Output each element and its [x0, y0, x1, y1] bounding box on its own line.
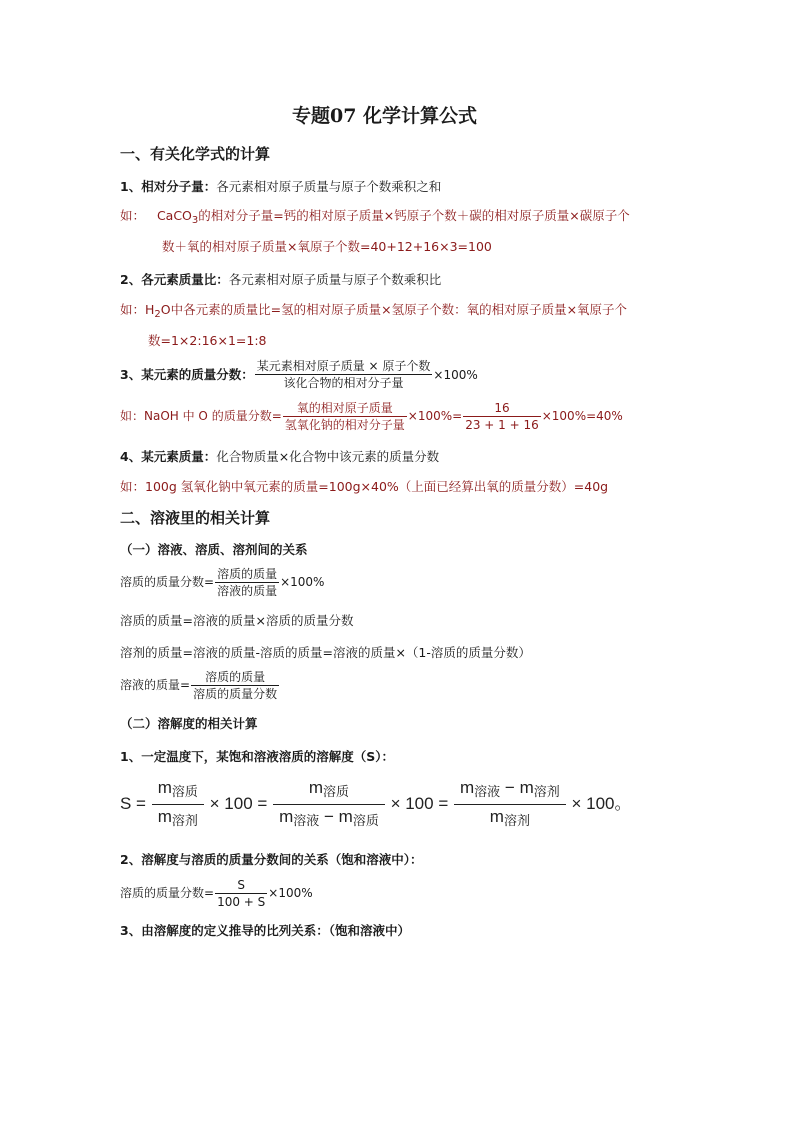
minus-sign: −	[323, 807, 334, 826]
symbol-m: m	[308, 778, 324, 797]
denominator: 23 + 1 + 16	[465, 418, 539, 432]
operator: × 100 =	[209, 793, 268, 813]
item-label: 1、相对分子量：	[120, 179, 217, 194]
symbol-m: m	[519, 778, 534, 797]
subscript-solution: 溶液	[293, 813, 320, 828]
example-line-cont: 数＋氧的相对原子质量×氧原子个数=40+12+16×3=100	[162, 239, 492, 254]
subscript-solvent: 溶剂	[171, 813, 198, 828]
fraction	[283, 400, 407, 433]
equation-lhs: S =	[120, 793, 146, 813]
item-element-mass-ratio	[120, 269, 441, 290]
example-prefix: 如：NaOH 中 O 的质量分数=	[120, 409, 282, 423]
symbol-m: m	[279, 807, 294, 826]
subscript: 3	[191, 215, 199, 226]
suffix: ×100%	[433, 368, 478, 382]
formula-solution-mass	[120, 669, 280, 702]
formula-suffix: ×100%	[268, 886, 313, 900]
example-line	[120, 400, 623, 433]
item-solubility-relation: 2、溶解度与溶质的质量分数间的关系（饱和溶液中）：	[120, 852, 423, 867]
fraction	[152, 776, 204, 833]
subscript-solute: 溶质	[171, 784, 198, 799]
denominator: 溶质的质量分数	[193, 687, 278, 701]
formula-mass-fraction-solubility	[120, 877, 313, 910]
item-solubility: 1、一定温度下，某饱和溶液溶质的溶解度（S）：	[120, 749, 394, 764]
numerator	[152, 776, 204, 805]
section-heading-1: 一、有关化学式的计算	[120, 145, 271, 163]
denominator	[152, 805, 204, 833]
item-text: 各元素相对原子质量与原子个数乘积之和	[216, 179, 442, 194]
solubility-equation	[120, 776, 632, 833]
example-line	[120, 206, 630, 231]
numerator: S	[215, 877, 267, 894]
symbol-m: m	[157, 778, 172, 797]
formula-prefix: 溶质的质量分数=	[120, 575, 215, 589]
item-element-mass	[120, 446, 439, 467]
formula-caco3: CaCO	[156, 208, 192, 223]
numerator	[454, 776, 566, 805]
fraction	[463, 400, 541, 433]
subscript-solution: 溶液	[474, 784, 501, 799]
operator: × 100。	[571, 793, 632, 813]
subscript-solvent: 溶剂	[503, 813, 530, 828]
fraction	[273, 776, 385, 833]
symbol-m: m	[157, 807, 172, 826]
formula-solute-mass: 溶质的质量=溶液的质量×溶质的质量分数	[120, 613, 354, 628]
subscript-solute: 溶质	[352, 813, 379, 828]
symbol-m: m	[489, 807, 504, 826]
example-line: 如：100g 氢氧化钠中氧元素的质量=100g×40%（上面已经算出氧的质量分数）=40g	[120, 479, 609, 494]
example-text: 的相对分子量=钙的相对原子质量×钙原子个数＋碳的相对原子质量×碳原子个	[198, 208, 630, 223]
example-line	[120, 300, 627, 325]
numerator: 氧的相对原子质量	[283, 400, 407, 417]
denominator: 100 + S	[217, 895, 266, 909]
example-line-cont: 数=1×2:16×1=1:8	[148, 333, 267, 348]
denominator	[454, 805, 566, 833]
subscript-solvent: 溶剂	[533, 784, 560, 799]
denominator: 氢氧化钠的相对分子量	[284, 418, 405, 432]
result: ×100%=40%	[541, 409, 623, 423]
formula-prefix: 溶液的质量=	[120, 678, 191, 692]
fraction	[191, 669, 279, 702]
minus-sign: −	[504, 778, 515, 797]
numerator: 溶质的质量	[217, 567, 278, 581]
symbol-m: m	[338, 807, 353, 826]
item-label: 2、各元素质量比：	[120, 272, 229, 287]
numerator	[273, 776, 385, 805]
fraction	[255, 358, 433, 391]
fraction	[215, 877, 267, 910]
subsection-heading-1: （一）溶液、溶质、溶剂间的关系	[120, 542, 308, 557]
item-label: 4、某元素质量：	[120, 449, 217, 464]
example-text: O中各元素的质量比=氢的相对原子质量×氢原子个数：氧的相对原子质量×氧原子个	[160, 302, 628, 317]
operator: ×100%=	[407, 409, 463, 423]
item-text: 化合物质量×化合物中该元素的质量分数	[216, 449, 440, 464]
example-prefix: 如：	[120, 208, 146, 223]
denominator: 溶液的质量	[217, 584, 278, 598]
item-mass-fraction	[120, 358, 478, 391]
item-proportion: 3、由溶解度的定义推导的比列关系：（饱和溶液中）	[120, 923, 410, 938]
numerator: 某元素相对原子质量 × 原子个数	[256, 359, 431, 373]
formula-suffix: ×100%	[280, 575, 325, 589]
section-heading-2: 二、溶液里的相关计算	[120, 509, 271, 527]
item-label: 3、某元素的质量分数：	[120, 367, 254, 382]
fraction	[215, 566, 279, 599]
symbol-m: m	[459, 778, 475, 797]
formula-prefix: 溶质的质量分数=	[120, 886, 215, 900]
numerator: 16	[463, 400, 541, 417]
formula-solvent-mass: 溶剂的质量=溶液的质量-溶质的质量=溶液的质量×（1-溶质的质量分数）	[120, 645, 531, 660]
subsection-heading-2: （二）溶解度的相关计算	[120, 716, 258, 731]
subscript: 2	[154, 309, 161, 320]
example-prefix: 如：H	[120, 302, 155, 317]
denominator: 该化合物的相对分子量	[283, 376, 404, 390]
page-title: 专题07 化学计算公式	[292, 105, 478, 127]
numerator: 溶质的质量	[191, 669, 279, 686]
item-text: 各元素相对原子质量与原子个数乘积比	[228, 272, 442, 287]
formula-mass-fraction	[120, 566, 324, 599]
fraction	[454, 776, 566, 833]
denominator	[273, 805, 385, 833]
operator: × 100 =	[390, 793, 449, 813]
subscript-solute: 溶质	[323, 784, 350, 799]
item-relative-molecular-mass	[120, 176, 441, 197]
